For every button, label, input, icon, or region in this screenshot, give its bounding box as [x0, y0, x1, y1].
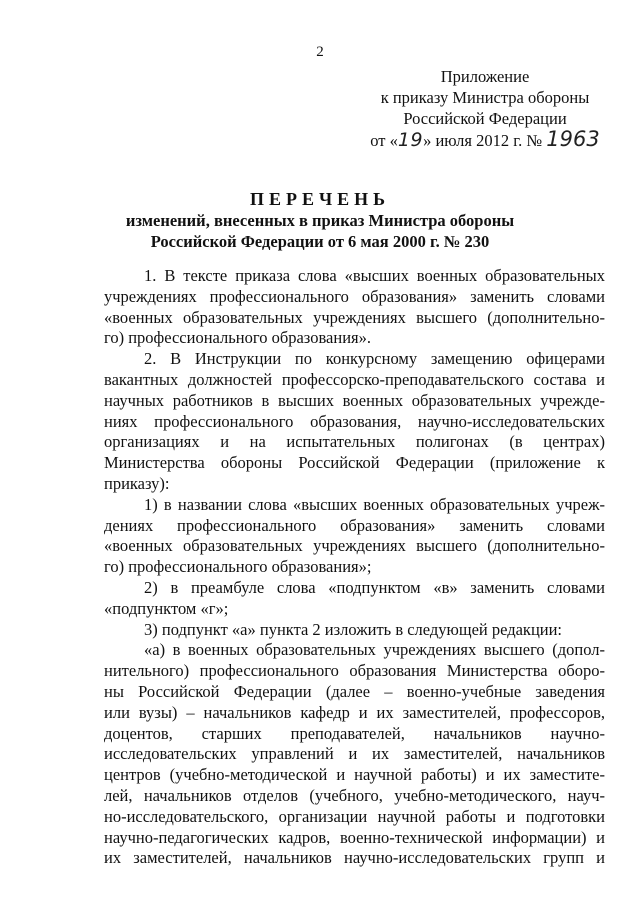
text-line: научных работников в высших военных образовательных учрежде- — [104, 390, 605, 410]
title-heading: ПЕРЕЧЕНЬ — [249, 189, 391, 209]
text-line: ниях профессионального образования, научно-исследовательских — [104, 411, 605, 431]
text-line: «военных образовательных учреждениях высшего (дополнительно- — [104, 307, 605, 327]
appendix-line-federation: Российской Федерации — [403, 109, 567, 128]
text-line: но-исследовательского, организации научной работы и подготовки — [104, 806, 605, 826]
handwritten-order-number: 1963 — [546, 127, 600, 151]
text-line: исследовательских управлений и их заместителей, начальников — [104, 744, 605, 764]
text-line: учреждениях профессионального образования» заменить словами — [104, 286, 605, 306]
text-line: дениях профессионального образования» заменить словами — [104, 515, 605, 535]
text-line: или вузы) – начальников кафедр и их заместителей, профессоров, — [104, 702, 605, 722]
title-line-2: Российской Федерации от 6 мая 2000 г. № 230 — [150, 231, 490, 251]
date-prefix: от « — [370, 131, 398, 150]
text-line: 1. В тексте приказа слова «высших военных образовательных — [144, 266, 605, 285]
text-line: приказу): — [104, 473, 170, 493]
text-line: вакантных должностей профессорско-преподавательского состава и — [104, 369, 605, 389]
text-line: их заместителей, начальников научно-исследовательских групп и — [104, 848, 605, 868]
date-suffix: » июля 2012 г. № — [423, 131, 543, 150]
text-line: ны Российской Федерации (далее – военно-учебные заведения — [104, 681, 605, 701]
text-line: Министерства обороны Российской Федерации (приложение к — [104, 453, 605, 473]
text-line: организациях и на испытательных полигонах (в центрах) — [104, 432, 605, 452]
appendix-date-line — [360, 129, 610, 151]
text-line: «а) в военных образовательных учреждениях высшего (допол- — [144, 640, 605, 660]
text-line: 3) подпункт «а» пункта 2 изложить в следующей редакции: — [144, 619, 563, 639]
text-line: нительного) профессионального образования Министерства оборо- — [104, 661, 605, 681]
text-line: центров (учебно-методической и научной работы) и их заместите- — [104, 765, 605, 785]
text-line: научно-педагогических кадров, военно-технической информации) и — [104, 827, 605, 847]
page-number: 2 — [316, 44, 324, 60]
text-line: го) профессионального образования»; — [104, 557, 372, 577]
text-line: го) профессионального образования». — [104, 328, 371, 348]
text-line: «подпунктом «г»; — [104, 598, 229, 618]
title-line-1: изменений, внесенных в приказ Министра обороны — [125, 211, 515, 230]
appendix-line-order: к приказу Министра обороны — [380, 88, 590, 107]
text-line: лей, начальников отделов (учебного, учебно-методического, науч- — [104, 785, 605, 805]
document-title — [0, 188, 640, 252]
text-line: 2. В Инструкции по конкурсному замещению офицерами — [144, 349, 605, 369]
text-line: 1) в названии слова «высших военных образовательных учреж- — [144, 494, 605, 514]
document-body — [104, 266, 605, 869]
text-line: «военных образовательных учреждениях высшего (дополнительно- — [104, 536, 605, 556]
handwritten-day: 19 — [397, 129, 424, 151]
appendix-block — [360, 66, 610, 151]
appendix-label: Приложение — [440, 67, 530, 86]
text-line: доцентов, старших преподавателей, начальников научно- — [104, 723, 605, 743]
text-line: 2) в преамбуле слова «подпунктом «в» заменить словами — [144, 577, 605, 597]
